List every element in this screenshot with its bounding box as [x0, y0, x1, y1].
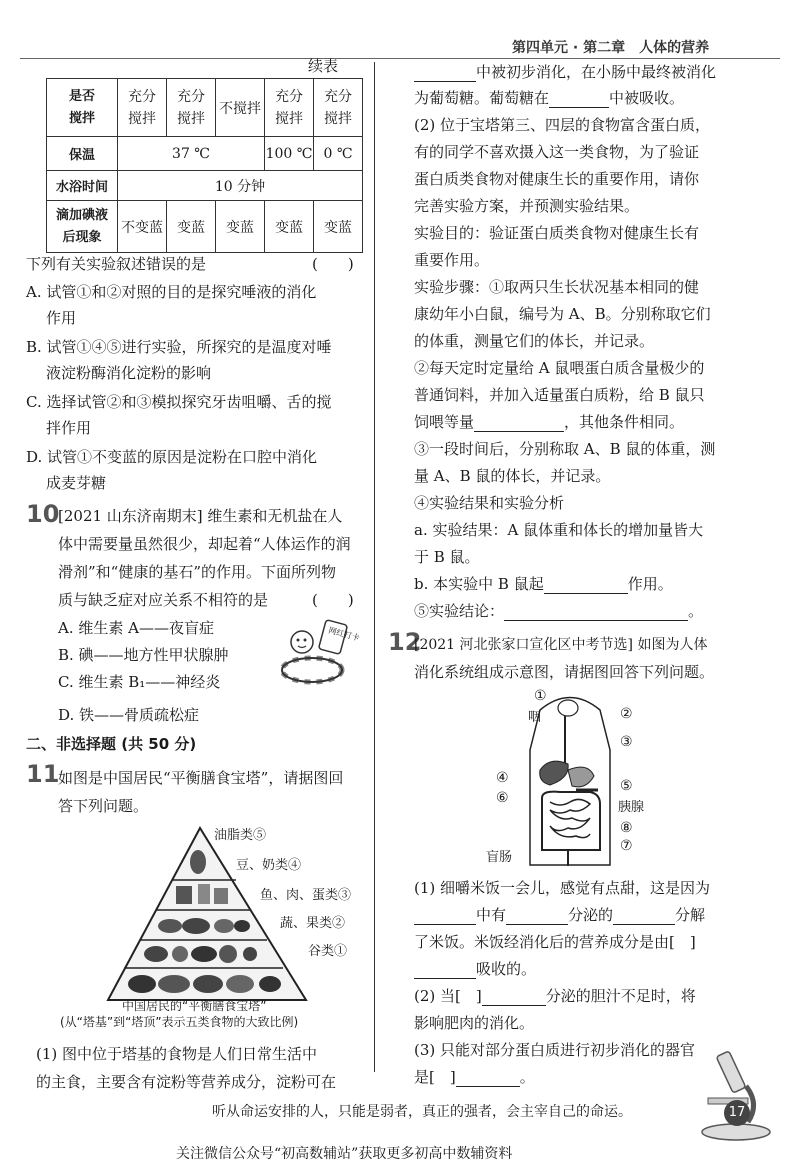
diagram-label: ⑦ [620, 838, 633, 854]
q11-part2-line: (2) 位于宝塔第三、四层的食物富含蛋白质， [414, 116, 711, 134]
q11-part2-line: 蛋白质类食物对健康生长的重要作用，请你 [414, 170, 700, 188]
q9-option-c-cont: 拌作用 [46, 419, 92, 437]
column-divider [374, 62, 375, 1072]
q9-option-c: C. 选择试管②和③模拟探究牙齿咀嚼、舌的搅 [26, 393, 332, 411]
answer-blank[interactable] [544, 577, 628, 594]
table-cell: 充分 搅拌 [314, 79, 363, 137]
q12-part1-line: (1) 细嚼米饭一会儿，感觉有点甜，这是因为 [414, 879, 711, 897]
q12-part1-text: 中有 [476, 906, 507, 924]
answer-blank[interactable] [414, 65, 476, 82]
q11-part2-line: 完善实验方案，并预测实验结果。 [414, 197, 640, 215]
q10-line: [2021 山东济南期末] 维生素和无机盐在人 [58, 507, 343, 525]
q12-part2-line: 影响肥肉的消化。 [414, 1014, 535, 1032]
diagram-label: ① [534, 688, 547, 704]
q10-option-d: D. 铁——骨质疏松症 [58, 706, 200, 724]
q11-part1-line: (1) 图中位于塔基的食物是人们日常生活中 [36, 1045, 318, 1063]
q11-part2-line: 有的同学不喜欢摄入这一类食物，为了验证 [414, 143, 700, 161]
experiment-table [46, 78, 363, 253]
q9-answer-paren: ( ) [312, 255, 354, 273]
q9-option-d-cont: 成麦芽糖 [46, 474, 107, 492]
chapter-header: 第四单元 · 第二章 人体的营养 [512, 40, 710, 56]
q12-part3-text: 是[ ] [414, 1068, 456, 1086]
food-pyramid-diagram [100, 822, 360, 1004]
table-cell: 10 分钟 [118, 171, 363, 201]
q11-cont-line: 中被初步消化，在小肠中最终被消化 [476, 63, 717, 81]
q11-part2-line: 的体重，测量它们的体长，并记录。 [414, 332, 655, 350]
q12-part3-text: 。 [519, 1068, 535, 1086]
q12-part2-text: 分泌的胆汁不足时，将 [545, 987, 696, 1005]
answer-blank[interactable] [504, 604, 688, 621]
q10-line: 体中需要量虽然很少，却起着“人体运作的润 [58, 535, 351, 553]
q11-part2-line: 于 B 鼠。 [414, 548, 480, 566]
q11-part2-line: 量 A、B 鼠的体长，并记录。 [414, 467, 611, 485]
cartoon-sticker-icon [272, 612, 361, 692]
diagram-label: 盲肠 [486, 850, 513, 865]
footer-note: 关注微信公众号“初高数辅站”获取更多初高中数辅资料 [176, 1146, 513, 1162]
diagram-label: ⑤ [620, 778, 633, 794]
q11-part2-text: 作用。 [627, 575, 673, 593]
table-cell: 不变蓝 [118, 201, 167, 253]
diagram-label: ③ [620, 734, 633, 750]
table-row-label: 水浴时间 [47, 171, 118, 201]
table-cell: 变蓝 [167, 201, 216, 253]
q12-part1-text: 吸收的。 [476, 960, 537, 978]
q12-part1-text: 分解 [675, 906, 706, 924]
answer-blank[interactable] [482, 989, 546, 1006]
q9-option-d: D. 试管①不变蓝的原因是淀粉在口腔中消化 [26, 448, 318, 466]
table-cell: 充分 搅拌 [265, 79, 314, 137]
microscope-icon [688, 1046, 778, 1142]
table-row-label: 保温 [47, 137, 118, 171]
answer-blank[interactable] [414, 962, 476, 979]
q12-part2-text: (2) 当[ ] [414, 987, 482, 1005]
q11-part2-line: ③一段时间后，分别称取 A、B 鼠的体重，测 [414, 440, 716, 458]
q11-part2-text: ，其他条件相同。 [564, 413, 685, 431]
table-cell: 充分 搅拌 [118, 79, 167, 137]
diagram-label: 胰腺 [618, 800, 645, 815]
q12-line: [2021 河北张家口宣化区中考节选] 如图为人体 [414, 637, 708, 653]
q9-option-a: A. 试管①和②对照的目的是探究唾液的消化 [26, 283, 317, 301]
q10-line: 质与缺乏症对应关系不相符的是 [58, 591, 269, 609]
q9-option-a-cont: 作用 [46, 309, 77, 327]
q12-line: 消化系统组成示意图，请据图回答下列问题。 [414, 663, 715, 681]
diagram-label: ⑧ [620, 820, 633, 836]
answer-blank[interactable] [549, 91, 609, 108]
table-cell: 变蓝 [216, 201, 265, 253]
q12-part1-text: 分泌的 [568, 906, 614, 924]
q11-line: 答下列问题。 [58, 797, 149, 815]
pyramid-label-grains: 谷类① [308, 944, 348, 959]
answer-blank[interactable] [456, 1070, 520, 1087]
q11-part2-line: 康幼年小白鼠，编号为 A、B。分别称取它们 [414, 305, 711, 323]
q11-part2-line: ②每天定时定量给 A 鼠喂蛋白质含量极少的 [414, 359, 705, 377]
q11-part2-line: 实验目的：验证蛋白质类食物对健康生长有 [414, 224, 700, 242]
table-cell: 100 ℃ [265, 137, 314, 171]
q11-cont-text: 为葡萄糖。葡萄糖在 [414, 89, 550, 107]
diagram-label: ② [620, 706, 633, 722]
q10-option-b: B. 碘——地方性甲状腺肿 [58, 646, 229, 664]
q11-part2-line: ④实验结果和实验分析 [414, 494, 565, 512]
table-cell: 37 ℃ [118, 137, 265, 171]
header-rule [20, 58, 780, 59]
q11-part2-line: 实验步骤：①取两只生长状况基本相同的健 [414, 278, 700, 296]
section-title: 二、非选择题 (共 50 分) [26, 735, 197, 753]
table-row-label: 是否 搅拌 [47, 79, 118, 137]
table-row-label: 滴加碘液 后现象 [47, 201, 118, 253]
table-cell: 充分 搅拌 [167, 79, 216, 137]
pyramid-caption: 中国居民的“平衡膳食宝塔” [122, 999, 267, 1013]
q11-number: 11 [26, 760, 60, 788]
q10-answer-paren: ( ) [312, 591, 354, 609]
q12-number: 12 [388, 628, 422, 656]
table-cell: 变蓝 [265, 201, 314, 253]
sticker-text: 网红打卡 [327, 625, 361, 643]
page-number: 17 [724, 1100, 750, 1126]
pyramid-label-vegetables: 蔬、果类② [280, 916, 346, 931]
q10-option-a: A. 维生素 A——夜盲症 [58, 619, 214, 637]
q12-part3-line: (3) 只能对部分蛋白质进行初步消化的器官 [414, 1041, 696, 1059]
footer-quote: 听从命运安排的人，只能是弱者，真正的强者，会主宰自己的命运。 [212, 1104, 632, 1120]
q11-part2-text: 饲喂等量 [414, 413, 475, 431]
table-caption: 续表 [308, 57, 339, 75]
q9-stem: 下列有关实验叙述错误的是 [26, 255, 207, 273]
q9-option-b-cont: 液淀粉酶消化淀粉的影响 [46, 364, 212, 382]
q11-part2-text: b. 本实验中 B 鼠起 [414, 575, 544, 593]
q11-part2-line: 重要作用。 [414, 251, 490, 269]
q12-part1-line: 了米饭。米饭经消化后的营养成分是由[ ] [414, 933, 696, 951]
answer-blank[interactable] [474, 415, 564, 432]
q10-number: 10 [26, 500, 60, 528]
table-cell: 0 ℃ [314, 137, 363, 171]
q10-line: 滑剂”和“健康的基石”的作用。下面所列物 [58, 563, 337, 581]
answer-blank[interactable] [506, 908, 568, 925]
q11-part2-text: 。 [688, 602, 704, 620]
diagram-label: ④ [496, 770, 509, 786]
table-cell: 变蓝 [314, 201, 363, 253]
answer-blank[interactable] [613, 908, 675, 925]
pyramid-subcaption: (从“塔基”到“塔顶”表示五类食物的大致比例) [60, 1015, 299, 1029]
pyramid-label-fats: 油脂类⑤ [214, 828, 267, 843]
diagram-label: ⑥ [496, 790, 509, 806]
q9-option-b: B. 试管①④⑤进行实验，所探究的是温度对唾 [26, 338, 332, 356]
q11-part2-line: a. 实验结果：A 鼠体重和体长的增加量皆大 [414, 521, 704, 539]
q10-option-c: C. 维生素 B₁——神经炎 [58, 673, 221, 691]
diagram-label: 咽 [528, 710, 542, 725]
pyramid-label-meat: 鱼、肉、蛋类③ [260, 888, 352, 903]
answer-blank[interactable] [414, 908, 476, 925]
q11-cont-text: 中被吸收。 [609, 89, 685, 107]
q11-part2-line: 普通饲料，并加入适量蛋白质粉，给 B 鼠只 [414, 386, 705, 404]
table-cell: 不搅拌 [216, 79, 265, 137]
pyramid-label-dairy: 豆、奶类④ [236, 858, 302, 873]
q11-part2-text: ⑤实验结论： [414, 602, 505, 620]
q11-line: 如图是中国居民“平衡膳食宝塔”，请据图回 [58, 769, 344, 787]
q11-part1-line: 的主食，主要含有淀粉等营养成分，淀粉可在 [36, 1073, 337, 1091]
